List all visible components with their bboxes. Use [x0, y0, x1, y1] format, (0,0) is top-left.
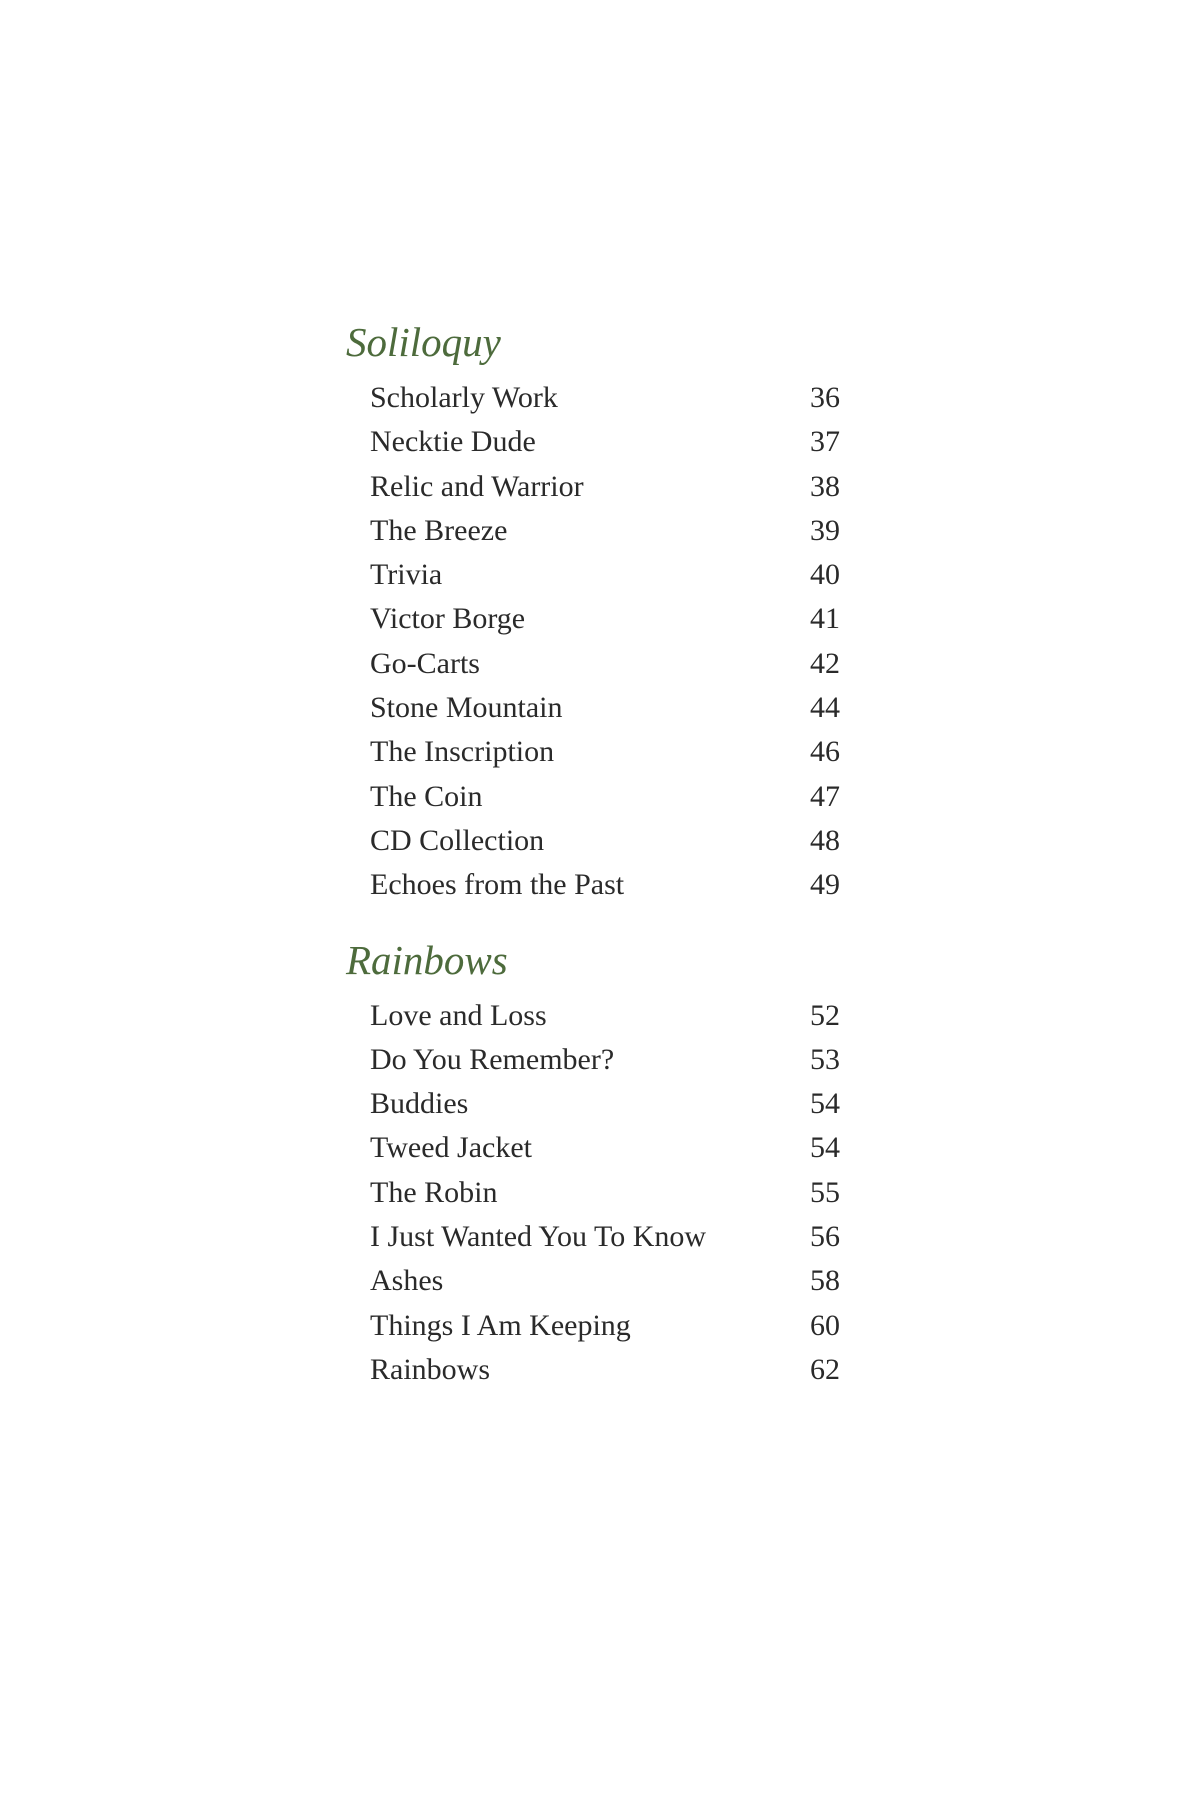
entry-title: Things I Am Keeping [370, 1308, 631, 1342]
toc-entry [346, 775, 846, 819]
entry-page-number: 48 [810, 823, 840, 857]
entry-page-number: 37 [810, 425, 840, 459]
entry-page-number: 54 [810, 1131, 840, 1165]
entry-page-number: 56 [810, 1220, 840, 1254]
entry-title: Scholarly Work [370, 381, 558, 414]
entry-title: Necktie Dude [370, 425, 536, 459]
toc-entry [346, 376, 846, 420]
entry-page-number: 62 [810, 1352, 840, 1386]
entry-page-number: 49 [810, 868, 840, 902]
entry-title: Rainbows [370, 1352, 490, 1386]
entry-page-number: 41 [810, 602, 840, 636]
entry-title: Do You Remember? [370, 1042, 615, 1076]
entry-page-number: 60 [810, 1308, 840, 1342]
entry-title: Tweed Jacket [370, 1131, 532, 1165]
entry-page-number: 47 [810, 779, 840, 813]
toc-entry [346, 1171, 846, 1215]
toc-section-rainbows [346, 934, 846, 1393]
entry-page-number: 52 [810, 998, 840, 1032]
entry-list [346, 376, 846, 908]
toc-entry [346, 819, 846, 863]
entry-title: The Coin [370, 779, 483, 813]
entry-title: CD Collection [370, 823, 545, 857]
entry-page-number: 36 [810, 381, 840, 414]
toc-entry [346, 1082, 846, 1126]
toc-entry [346, 1126, 846, 1170]
entry-title: The Inscription [370, 735, 555, 769]
toc-entry [346, 730, 846, 774]
entry-title: Relic and Warrior [370, 469, 584, 503]
toc-entry [346, 1304, 846, 1348]
entry-title: Stone Mountain [370, 691, 563, 725]
entry-page-number: 53 [810, 1042, 840, 1076]
table-of-contents [346, 316, 846, 1392]
section-heading: Soliloquy [346, 319, 501, 365]
entry-title: Go-Carts [370, 646, 480, 680]
entry-title: Trivia [370, 558, 443, 592]
toc-entry [346, 465, 846, 509]
entry-page-number: 42 [810, 646, 840, 680]
toc-entry [346, 863, 846, 907]
toc-entry [346, 597, 846, 641]
entry-title: Victor Borge [370, 602, 526, 636]
toc-entry [346, 1348, 846, 1392]
entry-title: The Robin [370, 1175, 498, 1209]
entry-title: Ashes [370, 1264, 444, 1298]
entry-page-number: 40 [810, 558, 840, 592]
toc-entry [346, 1259, 846, 1303]
entry-title: Echoes from the Past [370, 868, 625, 902]
entry-title: I Just Wanted You To Know [370, 1220, 707, 1254]
entry-page-number: 58 [810, 1264, 840, 1298]
entry-title: The Breeze [370, 513, 508, 547]
toc-entry [346, 994, 846, 1038]
entry-title: Love and Loss [370, 998, 547, 1032]
entry-list [346, 994, 846, 1393]
toc-section-soliloquy [346, 316, 846, 908]
entry-page-number: 39 [810, 513, 840, 547]
entry-title: Buddies [370, 1087, 469, 1121]
section-heading: Rainbows [346, 936, 508, 983]
entry-page-number: 55 [810, 1175, 840, 1209]
toc-entry [346, 642, 846, 686]
toc-entry [346, 1038, 846, 1082]
toc-entry [346, 420, 846, 464]
entry-page-number: 44 [810, 691, 840, 725]
toc-entry [346, 686, 846, 730]
toc-entry [346, 509, 846, 553]
toc-entry [346, 1215, 846, 1259]
entry-page-number: 46 [810, 735, 840, 769]
entry-page-number: 38 [810, 469, 840, 503]
toc-entry [346, 553, 846, 597]
entry-page-number: 54 [810, 1087, 840, 1121]
